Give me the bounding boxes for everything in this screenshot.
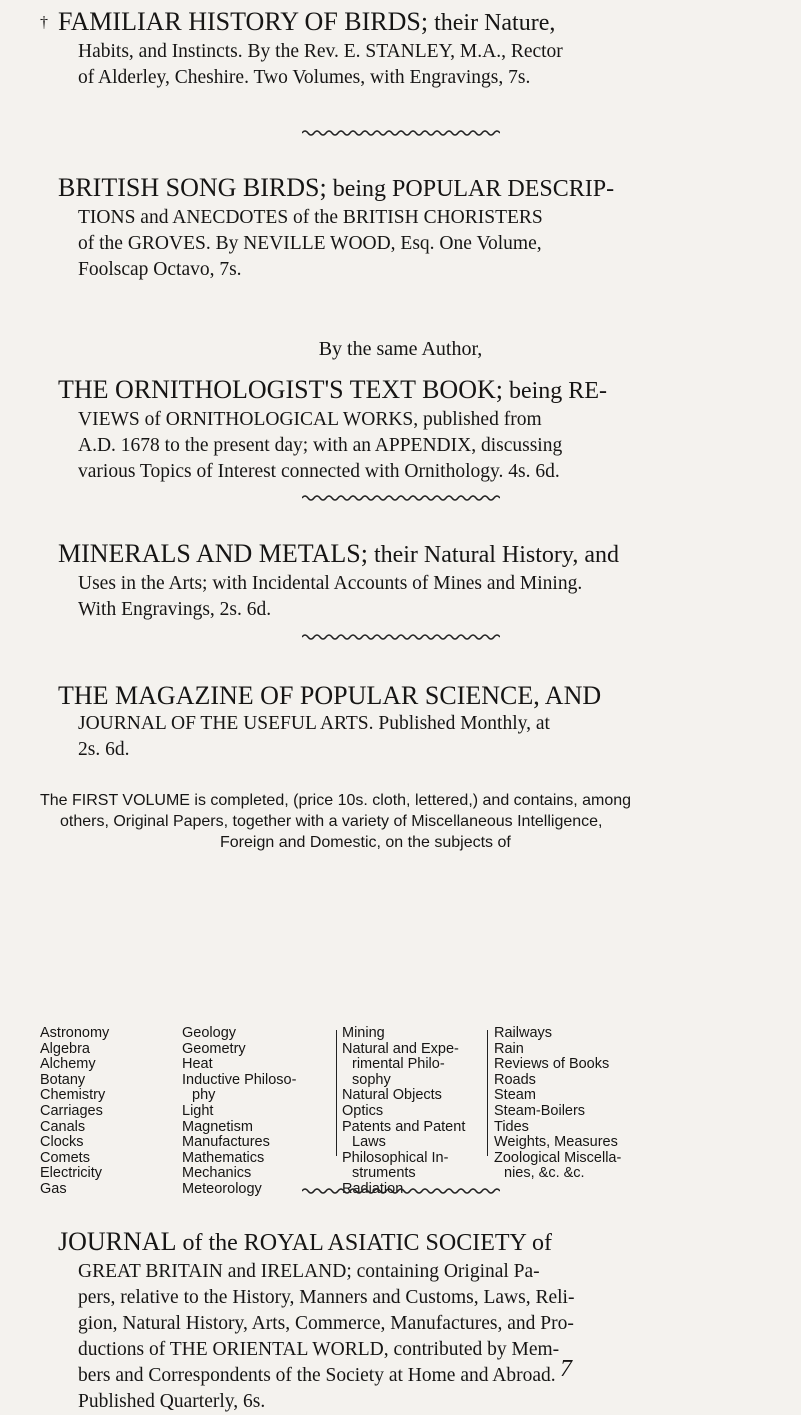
wavy-rule xyxy=(302,493,500,503)
subject-item: Natural Objects xyxy=(342,1087,442,1104)
entry-line: ductions of THE ORIENTAL WORLD, contributed by Mem- xyxy=(78,1339,560,1360)
entry-line: 2s. 6d. xyxy=(78,739,130,760)
entry-line: of Alderley, Cheshire. Two Volumes, with Engravings, 7s. xyxy=(78,67,531,88)
by-same-author: By the same Author, xyxy=(318,338,483,360)
subject-item: Tides xyxy=(494,1118,529,1135)
subject-item: their Natural History, and xyxy=(367,542,619,568)
entry-title xyxy=(58,6,768,39)
entry-title xyxy=(58,172,768,205)
entry-song-birds xyxy=(0,172,801,283)
subject-item: Meteorology xyxy=(182,1180,262,1197)
wavy-rule xyxy=(302,128,500,138)
subject-item: JOURNAL xyxy=(58,1227,177,1256)
subject-item: Botany xyxy=(40,1071,86,1088)
entry-birds xyxy=(0,6,801,91)
subject-item: Geology xyxy=(182,1025,237,1041)
subject-item: Optics xyxy=(342,1102,384,1119)
entry-title xyxy=(58,374,768,407)
entry-line: A.D. 1678 to the present day; with an APPENDIX, discussing xyxy=(78,435,563,456)
subject-column xyxy=(342,1026,465,1198)
subject-item: rimental Philo- xyxy=(352,1056,445,1073)
dagger-mark: † xyxy=(40,14,48,31)
entry-title xyxy=(58,680,768,711)
subject-item: Clocks xyxy=(40,1134,84,1151)
entry-title xyxy=(58,1226,768,1259)
subject-item: Comets xyxy=(40,1149,90,1166)
entry-line: JOURNAL OF THE USEFUL ARTS. Published Monthly, at xyxy=(78,713,550,734)
entry-line: With Engravings, 2s. 6d. xyxy=(78,599,272,620)
subject-item: Heat xyxy=(182,1056,213,1073)
subject-item: Inductive Philoso- xyxy=(182,1071,297,1088)
subject-item: Natural and Expe- xyxy=(342,1040,459,1057)
subject-item: Light xyxy=(182,1102,214,1119)
entry-line: bers and Correspondents of the Society at Home and Abroad. xyxy=(78,1365,556,1386)
subject-item: Canals xyxy=(40,1118,86,1135)
subject-item: Geometry xyxy=(182,1040,246,1057)
entry-text-book xyxy=(0,374,801,485)
entry-line: GREAT BRITAIN and IRELAND; containing Original Pa- xyxy=(78,1261,540,1282)
entry-title xyxy=(58,538,768,571)
entry-journal xyxy=(0,1226,801,1415)
subject-item: FAMILIAR HISTORY OF BIRDS; xyxy=(58,7,429,36)
subject-item: MINERALS AND METALS; xyxy=(58,539,368,568)
first-volume-note xyxy=(40,790,782,853)
entry-magazine xyxy=(0,680,801,763)
subject-item: Astronomy xyxy=(40,1025,110,1041)
subject-item: Mechanics xyxy=(182,1165,252,1182)
subject-item: Chemistry xyxy=(40,1087,106,1104)
subject-item: phy xyxy=(192,1087,216,1104)
subject-item: THE ORNITHOLOGIST'S TEXT BOOK; xyxy=(58,375,503,404)
subject-item: Radiation xyxy=(342,1180,404,1197)
subject-item: Mathematics xyxy=(182,1149,265,1166)
subject-item: Railways xyxy=(494,1025,553,1041)
subject-item: being POPULAR DESCRIP- xyxy=(326,176,615,202)
subject-column xyxy=(40,1026,109,1198)
subject-item: Rain xyxy=(494,1040,524,1057)
subject-item: Foreign and Domestic, on the subjects of xyxy=(220,834,511,851)
subjects-table xyxy=(40,1025,740,1197)
entry-line: Foolscap Octavo, 7s. xyxy=(78,259,242,280)
subject-item: Magnetism xyxy=(182,1118,253,1135)
subject-item: Philosophical In- xyxy=(342,1149,449,1166)
subject-item: Steam xyxy=(494,1087,536,1104)
wavy-rule xyxy=(302,1186,500,1196)
subject-item: being RE- xyxy=(502,378,607,404)
entry-line: Published Quarterly, 6s. xyxy=(78,1391,266,1412)
subject-item: Gas xyxy=(40,1180,67,1197)
wavy-rule xyxy=(302,632,500,642)
entry-line: Habits, and Instincts. By the Rev. E. STANLEY, M.A., Rector xyxy=(78,41,563,62)
entry-minerals xyxy=(0,538,801,623)
entry-line: pers, relative to the History, Manners and Customs, Laws, Reli- xyxy=(78,1287,575,1308)
subject-item: Carriages xyxy=(40,1102,103,1119)
subject-item: THE MAGAZINE OF POPULAR SCIENCE, AND xyxy=(58,681,602,710)
subject-item: sophy xyxy=(352,1071,391,1088)
subject-item: Electricity xyxy=(40,1165,103,1182)
column-rule xyxy=(336,1030,337,1156)
subject-item: Alchemy xyxy=(40,1056,96,1073)
subject-item: others, Original Papers, together with a variety of Miscellaneous Intelligence, xyxy=(60,813,603,830)
subject-item: Manufactures xyxy=(182,1134,270,1151)
subject-item: BRITISH SONG BIRDS; xyxy=(58,173,327,202)
subject-item: Reviews of Books xyxy=(494,1056,610,1073)
subject-column xyxy=(494,1026,621,1182)
column-rule xyxy=(487,1030,488,1156)
subject-item: struments xyxy=(352,1165,416,1182)
subject-item: The FIRST VOLUME is completed, (price 10s. cloth, lettered,) and contains, among xyxy=(40,792,632,809)
subject-item: Mining xyxy=(342,1025,385,1041)
entry-line: of the GROVES. By NEVILLE WOOD, Esq. One Volume, xyxy=(78,233,542,254)
subject-item: Roads xyxy=(494,1071,536,1088)
subject-item: Algebra xyxy=(40,1040,90,1057)
subject-item: nies, &c. &c. xyxy=(504,1165,585,1182)
entry-line: Uses in the Arts; with Incidental Accounts of Mines and Mining. xyxy=(78,573,583,594)
subject-item: Weights, Measures xyxy=(494,1134,618,1151)
subject-item: Patents and Patent xyxy=(342,1118,466,1135)
subject-column xyxy=(182,1026,296,1198)
page-number: 7 xyxy=(560,1356,572,1382)
entry-line: various Topics of Interest connected with Ornithology. 4s. 6d. xyxy=(78,461,560,482)
entry-line: VIEWS of ORNITHOLOGICAL WORKS, published from xyxy=(78,409,542,430)
subject-item: their Nature, xyxy=(428,10,556,36)
entry-line: gion, Natural History, Arts, Commerce, Manufactures, and Pro- xyxy=(78,1313,574,1334)
entry-line: TIONS and ANECDOTES of the BRITISH CHORISTERS xyxy=(78,207,543,228)
subject-item: Laws xyxy=(352,1134,386,1151)
subject-item: of the ROYAL ASIATIC SOCIETY of xyxy=(176,1230,552,1256)
subject-item: Zoological Miscella- xyxy=(494,1149,622,1166)
subject-item: Steam-Boilers xyxy=(494,1102,586,1119)
